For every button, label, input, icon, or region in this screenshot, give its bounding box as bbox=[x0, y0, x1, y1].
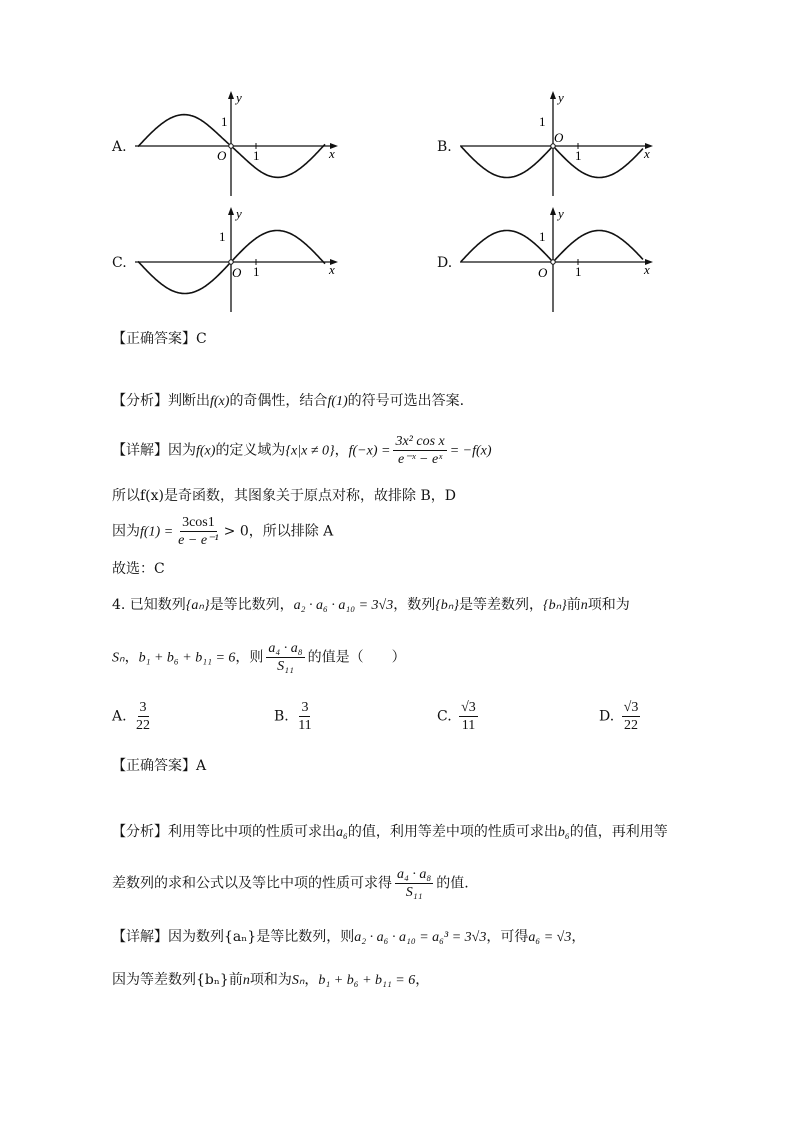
q4-detail-line1 bbox=[112, 927, 585, 948]
fraction bbox=[393, 433, 446, 468]
y-label: y bbox=[236, 90, 242, 105]
q3-conclusion: 故选：C bbox=[112, 561, 165, 577]
graph-option-c bbox=[130, 204, 350, 316]
y-axis-arrow bbox=[228, 207, 234, 215]
graph-option-d bbox=[455, 204, 675, 316]
option-d-label: D. bbox=[437, 255, 453, 271]
math-domain: {x|x ≠ 0} bbox=[285, 443, 335, 459]
q4-option-d[interactable] bbox=[599, 699, 643, 734]
hollow-origin bbox=[229, 144, 233, 148]
stem-text: 是等比数列， bbox=[209, 597, 294, 613]
math-eq-tail: = −f(x) bbox=[449, 443, 492, 459]
detail-text: 因为等差数列{bₙ}前 bbox=[112, 972, 243, 988]
math-eq1: a₂ · a₆ · a₁₀ = a₆³ = 3√3 bbox=[354, 930, 487, 945]
math-n: n bbox=[242, 973, 250, 988]
q3-detail-line bbox=[112, 433, 492, 469]
fraction-numerator: a₄ · a₈ bbox=[397, 867, 432, 882]
stem-text: 是等差数列， bbox=[458, 597, 543, 613]
fraction-numerator: √3 bbox=[461, 700, 476, 715]
x-tick-label: 1 bbox=[253, 148, 260, 163]
answer-tag: 【正确答案】 bbox=[112, 758, 196, 774]
math-sum-eq: b₁ + b₆ + b₁₁ = 6 bbox=[138, 650, 236, 666]
fraction-denominator: e⁻ˣ − eˣ bbox=[398, 452, 443, 467]
math-n: n bbox=[580, 598, 588, 613]
y-axis-arrow bbox=[550, 91, 556, 99]
detail-text: 因为 bbox=[112, 523, 140, 540]
analysis-text: 差数列的求和公式以及等比中项的性质可求得 bbox=[112, 875, 392, 892]
fraction-denominator: S₁₁ bbox=[405, 885, 423, 900]
fraction-denominator: 22 bbox=[136, 718, 151, 733]
answer-value: A bbox=[196, 758, 207, 774]
x-tick-label: 1 bbox=[575, 148, 582, 163]
fraction-numerator: 3 bbox=[139, 700, 147, 715]
detail-text: ， bbox=[415, 972, 430, 988]
y-label: y bbox=[558, 206, 564, 221]
y-tick-label: 1 bbox=[539, 114, 546, 129]
analysis-text: 判断出 bbox=[168, 393, 210, 409]
y-tick-label: 1 bbox=[219, 229, 226, 244]
q4-option-b[interactable] bbox=[274, 699, 317, 734]
hollow-origin bbox=[229, 260, 233, 264]
option-fraction bbox=[622, 699, 641, 734]
curve-d bbox=[461, 231, 643, 263]
detail-text: 项和为 bbox=[249, 972, 292, 988]
math-f1: f(1) bbox=[327, 394, 348, 409]
fraction-numerator: 3 bbox=[301, 700, 309, 715]
q4-answer-line bbox=[112, 756, 206, 776]
math-fx: f(x) bbox=[210, 394, 230, 409]
analysis-tag: 【分析】 bbox=[112, 824, 168, 840]
stem-text: 4. 已知数列 bbox=[112, 597, 186, 613]
detail-text: ， bbox=[334, 442, 349, 459]
math-b6: b₆ bbox=[557, 825, 570, 840]
curve-b bbox=[461, 146, 643, 178]
fraction-denominator: S₁₁ bbox=[277, 659, 294, 674]
q4-stem-line2 bbox=[112, 640, 406, 676]
fraction-numerator: √3 bbox=[623, 700, 639, 715]
detail-text: ，可得 bbox=[486, 929, 529, 945]
fraction-denominator: 22 bbox=[623, 718, 638, 733]
option-label: D. bbox=[599, 708, 615, 725]
analysis-tag: 【分析】 bbox=[112, 393, 168, 409]
math-sn: Sₙ bbox=[291, 973, 305, 988]
fraction-denominator: 11 bbox=[298, 718, 312, 733]
math-product: a₂ · a₆ · a₁₀ = 3√3 bbox=[293, 598, 394, 613]
analysis-text: 的值，利用等差中项的性质可求出 bbox=[347, 824, 558, 840]
stem-text: 的值是（ ） bbox=[307, 649, 406, 666]
q3-analysis-line bbox=[112, 391, 464, 412]
option-label: B. bbox=[274, 708, 289, 725]
fraction-denominator: e − e⁻¹ bbox=[178, 533, 219, 548]
option-label: A. bbox=[112, 708, 127, 725]
stem-text: ，数列 bbox=[393, 597, 436, 613]
fraction-numerator: 3cos1 bbox=[182, 515, 215, 530]
origin-label: O bbox=[538, 265, 548, 280]
y-axis-arrow bbox=[228, 91, 234, 99]
graph-option-b bbox=[455, 88, 675, 200]
math-bn: {bₙ} bbox=[435, 598, 459, 613]
y-tick-label: 1 bbox=[221, 114, 228, 129]
fraction-numerator: a₄ · a₈ bbox=[268, 641, 303, 656]
q4-option-a[interactable] bbox=[112, 699, 155, 734]
x-label: x bbox=[329, 262, 335, 277]
detail-text: 因为 bbox=[168, 442, 196, 459]
x-tick-label: 1 bbox=[575, 264, 582, 279]
detail-text: > 0，所以排除 A bbox=[223, 523, 334, 540]
detail-text: ， bbox=[571, 929, 586, 945]
q4-detail-line2 bbox=[112, 970, 429, 991]
q3-odd-line: 所以f(x)是奇函数，其图象关于原点对称，故排除 B，D bbox=[112, 488, 456, 504]
q4-analysis-line2 bbox=[112, 866, 469, 901]
option-c-label: C. bbox=[112, 255, 127, 271]
option-fraction bbox=[134, 699, 152, 734]
answer-tag: 【正确答案】 bbox=[112, 331, 196, 347]
fraction bbox=[266, 640, 304, 675]
analysis-text: 的奇偶性，结合 bbox=[229, 393, 328, 409]
option-b-label: B. bbox=[437, 139, 452, 155]
detail-tag: 【详解】 bbox=[112, 929, 168, 945]
option-label: C. bbox=[437, 708, 452, 725]
analysis-text: 的符号可选出答案. bbox=[347, 393, 465, 409]
y-axis-arrow bbox=[550, 207, 556, 215]
option-fraction bbox=[296, 699, 313, 734]
q3-f1-line bbox=[112, 514, 333, 550]
x-label: x bbox=[329, 146, 335, 161]
analysis-text: 利用等比中项的性质可求出 bbox=[168, 824, 336, 840]
analysis-text: 的值. bbox=[436, 875, 469, 892]
x-label: x bbox=[644, 262, 650, 277]
origin-label: O bbox=[554, 130, 564, 145]
x-label: x bbox=[644, 146, 650, 161]
detail-text: ， bbox=[304, 972, 319, 988]
y-label: y bbox=[558, 90, 564, 105]
math-f-neg: f(−x) = bbox=[348, 443, 391, 459]
fraction bbox=[395, 866, 433, 901]
fraction-denominator: 11 bbox=[461, 718, 476, 733]
fraction bbox=[176, 514, 220, 549]
option-a-label: A. bbox=[112, 139, 127, 155]
q3-answer-line bbox=[112, 329, 207, 349]
math-f1: f(1) = bbox=[140, 524, 174, 540]
math-sum-eq: b₁ + b₆ + b₁₁ = 6 bbox=[318, 973, 416, 988]
math-eq2: a₆ = √3 bbox=[528, 930, 572, 945]
detail-tag: 【详解】 bbox=[112, 442, 168, 459]
x-tick-label: 1 bbox=[253, 264, 260, 279]
graph-option-a bbox=[130, 88, 350, 200]
fraction-numerator: 3x² cos x bbox=[395, 434, 445, 449]
math-bn: {bₙ} bbox=[542, 598, 567, 613]
q4-option-c[interactable] bbox=[437, 699, 481, 734]
detail-text: 的定义域为 bbox=[215, 442, 286, 459]
stem-text: ，则 bbox=[235, 649, 264, 666]
detail-text: 因为数列{aₙ}是等比数列，则 bbox=[168, 929, 355, 945]
q4-analysis-line1 bbox=[112, 822, 668, 843]
math-an: {aₙ} bbox=[185, 598, 210, 613]
stem-text: 项和为 bbox=[587, 597, 630, 613]
y-tick-label: 1 bbox=[539, 229, 546, 244]
y-label: y bbox=[236, 206, 242, 221]
math-fx: f(x) bbox=[196, 443, 216, 459]
stem-text: 前 bbox=[566, 597, 581, 613]
q4-stem-line1 bbox=[112, 595, 630, 616]
analysis-text: 的值，再利用等 bbox=[569, 824, 668, 840]
hollow-origin bbox=[551, 260, 555, 264]
math-a6: a₆ bbox=[336, 825, 348, 840]
answer-value: C bbox=[196, 331, 207, 347]
origin-label: O bbox=[217, 148, 227, 163]
stem-text: ， bbox=[124, 649, 139, 666]
math-sn: Sₙ bbox=[112, 650, 125, 666]
origin-label: O bbox=[232, 265, 242, 280]
option-fraction bbox=[459, 699, 478, 734]
